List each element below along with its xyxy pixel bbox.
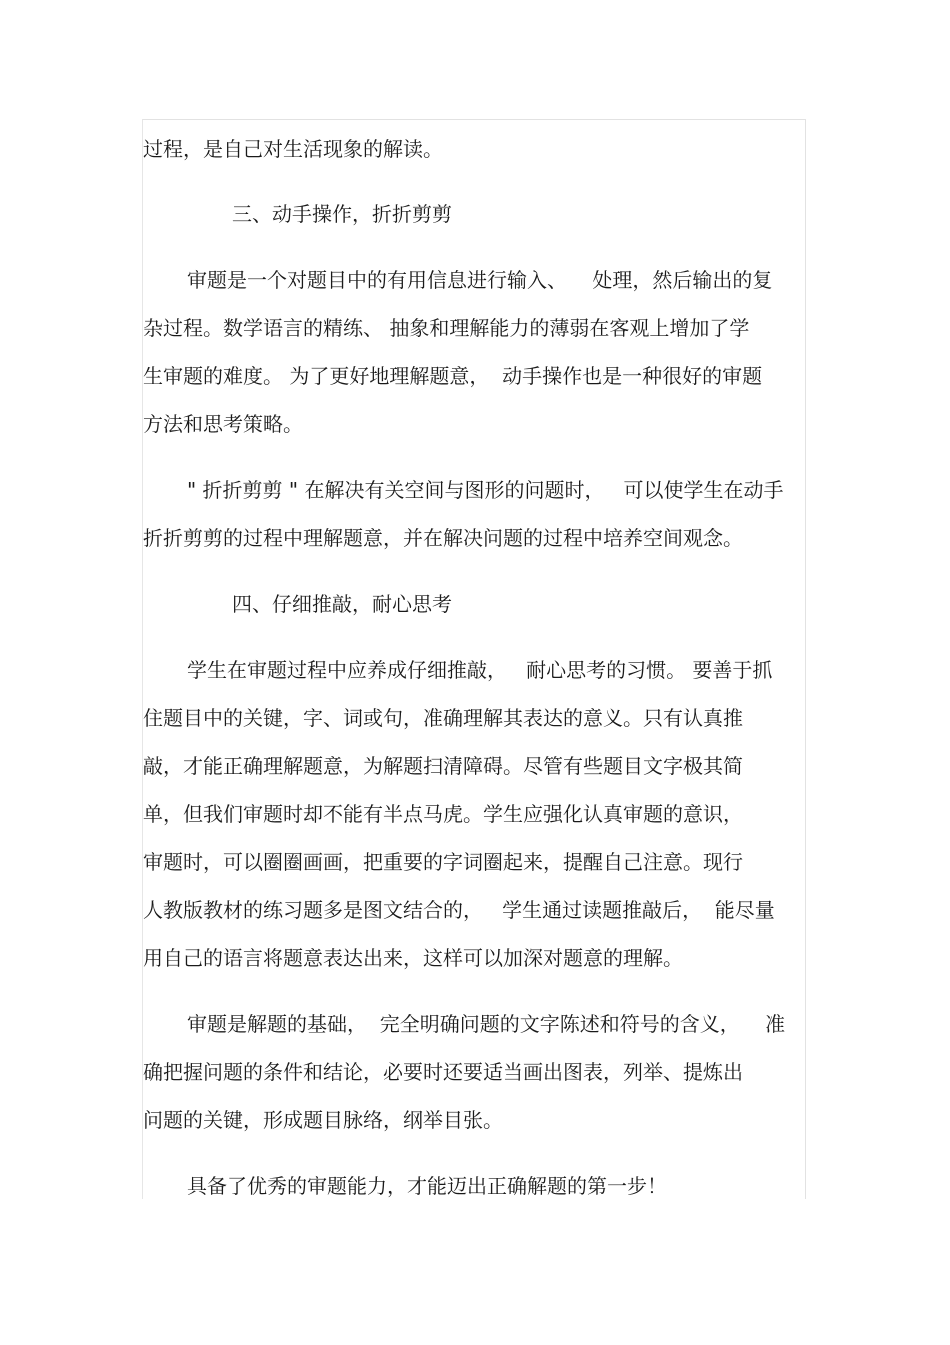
text-line: 审题时，可以圈圈画画，把重要的字词圈起来，提醒自己注意。现行 <box>143 850 743 874</box>
text-line: 具备了优秀的审题能力，才能迈出正确解题的第一步！ <box>187 1174 667 1198</box>
text-line: 敲，才能正确理解题意，为解题扫清障碍。尽管有些题目文字极其简 <box>143 754 743 778</box>
text-line: 杂过程。数学语言的精练、 抽象和理解能力的薄弱在客观上增加了学 <box>143 316 750 340</box>
text-line: 学生在审题过程中应养成仔细推敲， 耐心思考的习惯。 要善于抓 <box>187 658 773 682</box>
text-line: 住题目中的关键，字、词或句，准确理解其表达的意义。只有认真推 <box>143 706 743 730</box>
text-line: 确把握问题的条件和结论，必要时还要适当画出图表，列举、提炼出 <box>143 1060 743 1084</box>
text-line: 折折剪剪的过程中理解题意，并在解决问题的过程中培养空间观念。 <box>143 526 743 550</box>
text-line: 生审题的难度。 为了更好地理解题意， 动手操作也是一种很好的审题 <box>143 364 763 388</box>
text-line: " 折折剪剪 " 在解决有关空间与图形的问题时， 可以使学生在动手 <box>187 478 784 502</box>
text-line: 人教版教材的练习题多是图文结合的， 学生通过读题推敲后， 能尽量 <box>143 898 775 922</box>
text-line: 过程，是自己对生活现象的解读。 <box>143 137 443 161</box>
text-line: 审题是解题的基础， 完全明确问题的文字陈述和符号的含义， 准 <box>187 1012 786 1036</box>
text-line: 问题的关键，形成题目脉络，纲举目张。 <box>143 1108 503 1132</box>
section-heading: 三、动手操作，折折剪剪 <box>232 202 452 226</box>
section-heading: 四、仔细推敲，耐心思考 <box>232 592 452 616</box>
text-line: 单，但我们审题时却不能有半点马虎。学生应强化认真审题的意识， <box>143 802 743 826</box>
text-line: 审题是一个对题目中的有用信息进行输入、 处理，然后输出的复 <box>187 268 773 292</box>
text-line: 方法和思考策略。 <box>143 412 303 436</box>
text-line: 用自己的语言将题意表达出来，这样可以加深对题意的理解。 <box>143 946 683 970</box>
